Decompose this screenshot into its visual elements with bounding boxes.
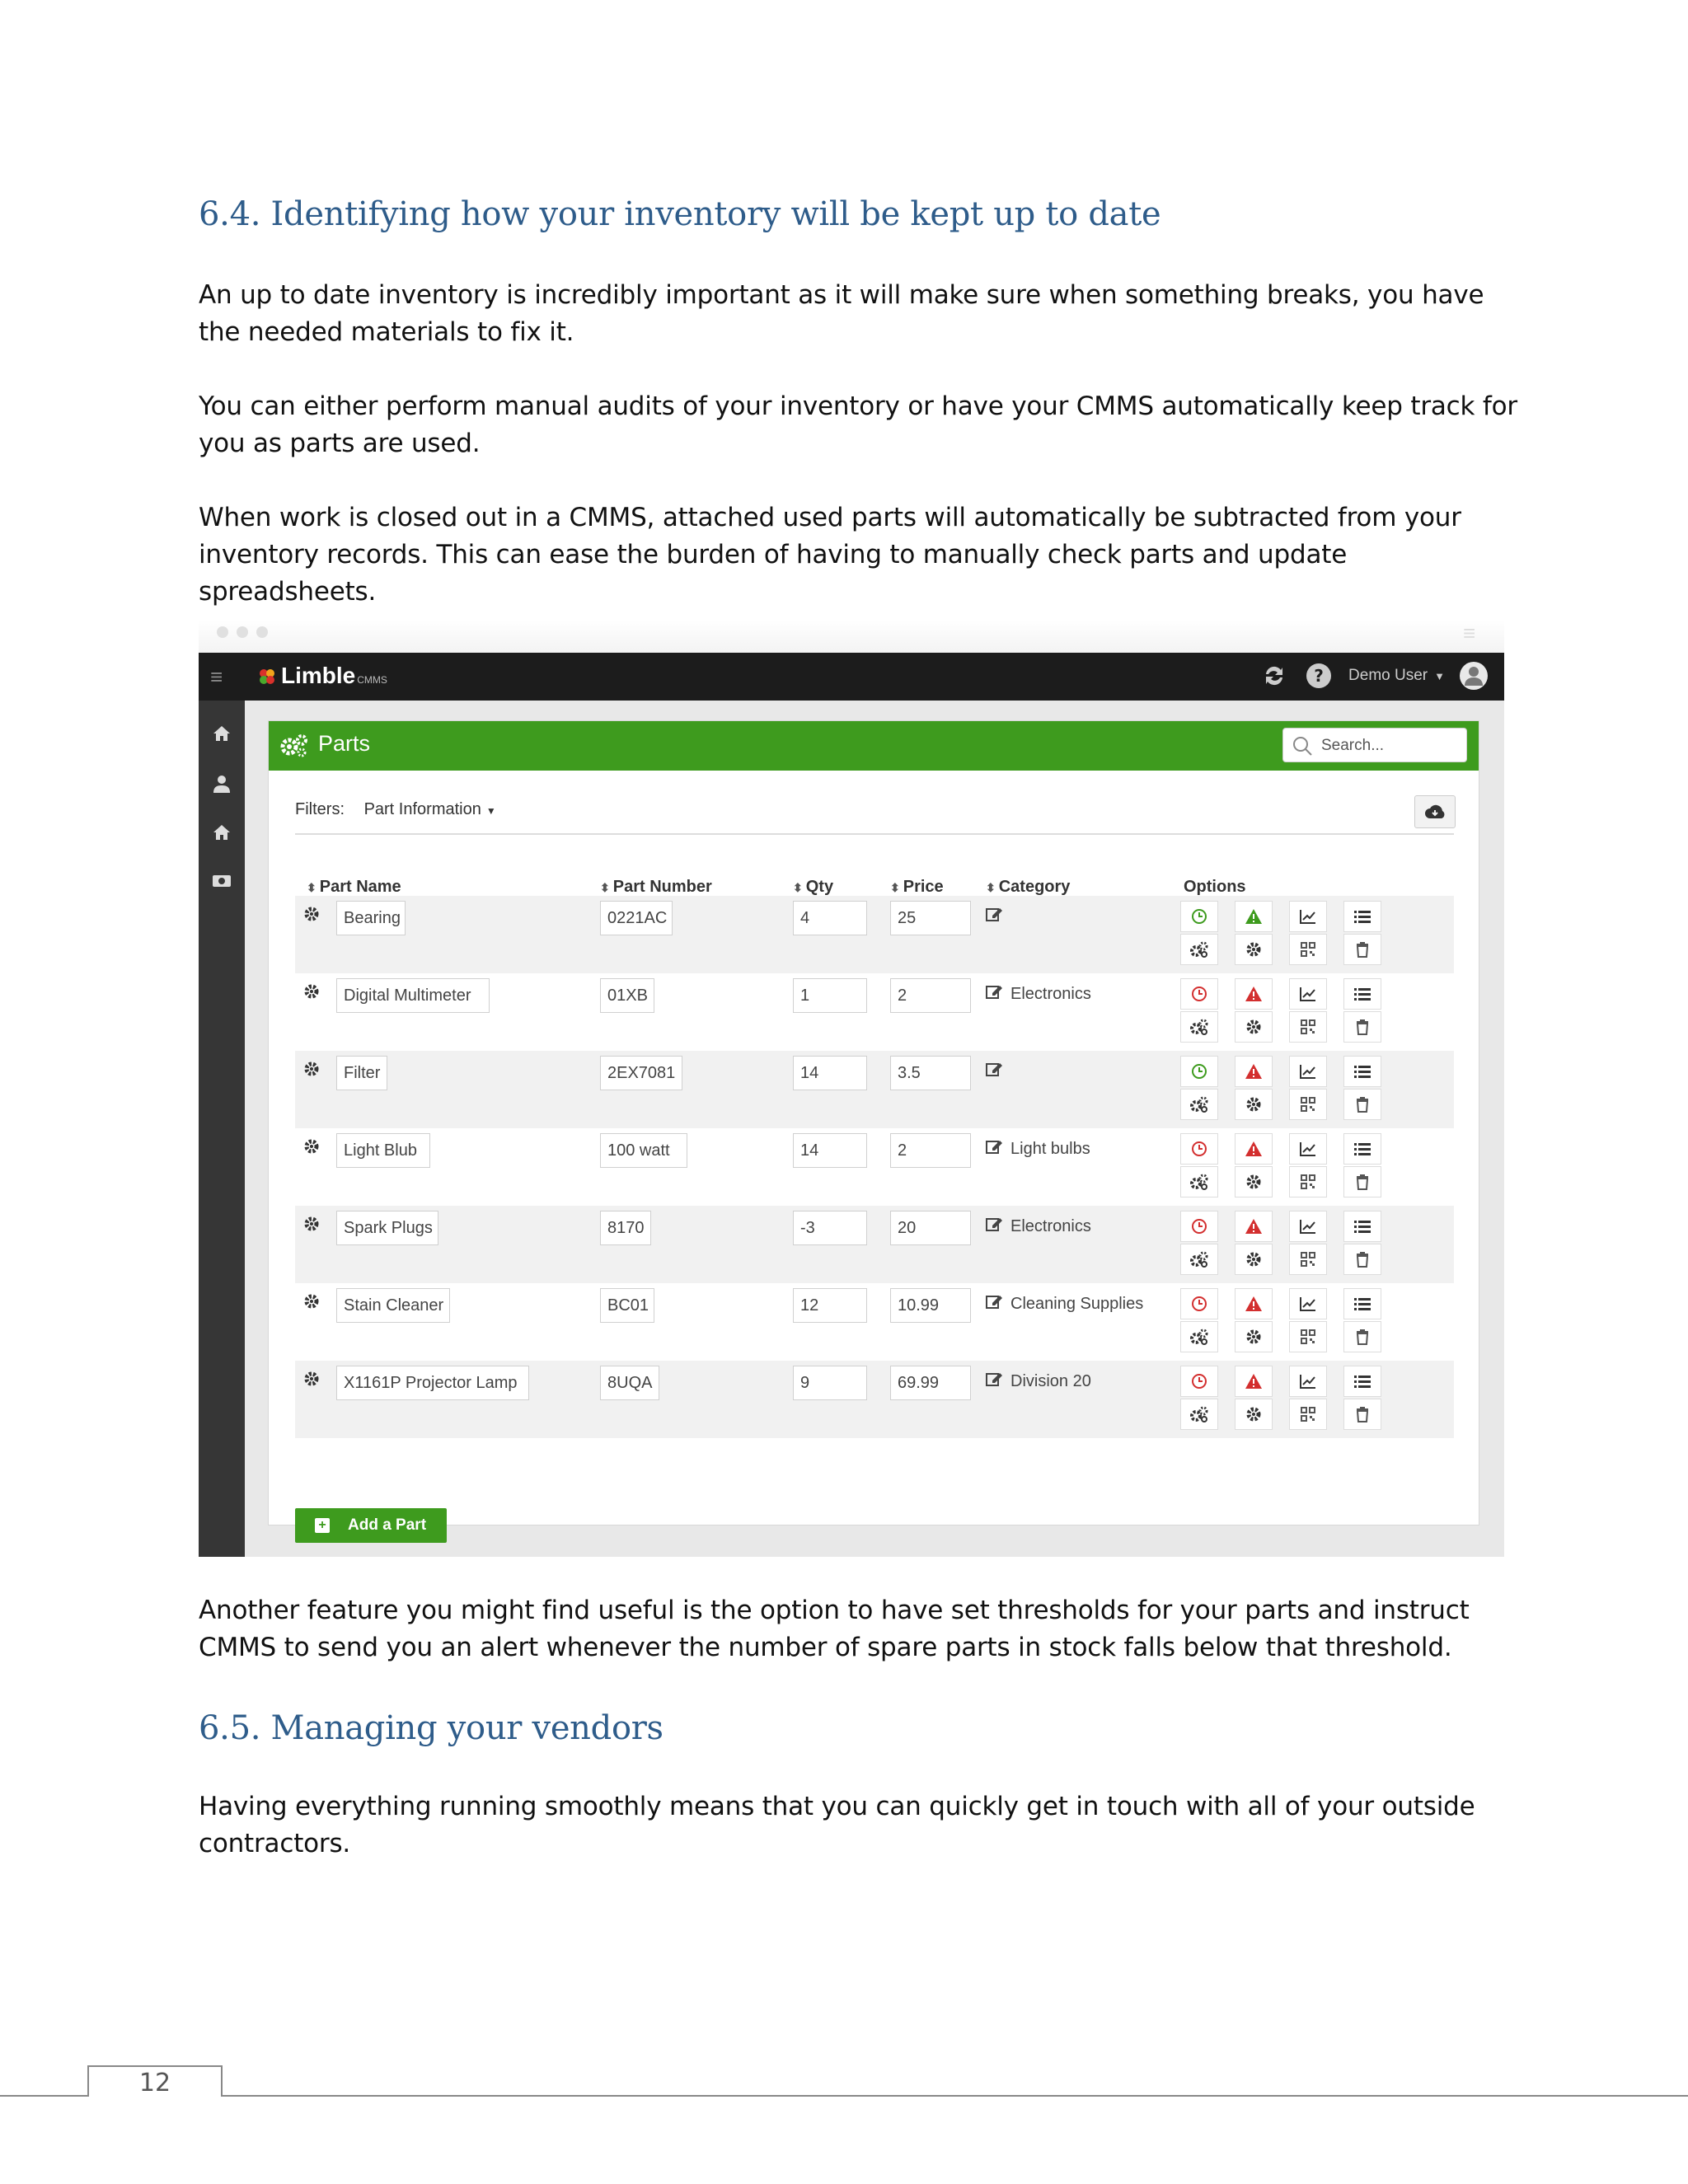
qr-icon[interactable] [1289, 1166, 1327, 1197]
gear-icon[interactable] [303, 1216, 320, 1236]
cogs-icon[interactable] [1180, 1244, 1218, 1275]
warning-icon[interactable] [1235, 901, 1273, 932]
filters-label: Filters: [295, 800, 345, 818]
column-header-price[interactable]: ⬍ Price [890, 878, 944, 896]
chart-icon[interactable] [1289, 1056, 1327, 1087]
price-field[interactable]: 20 [890, 1211, 971, 1245]
category-value[interactable]: Division 20 [1010, 1371, 1091, 1390]
trash-icon[interactable] [1343, 1321, 1381, 1352]
price-field[interactable]: 3.5 [890, 1056, 971, 1090]
category-cell [986, 1138, 1090, 1160]
window-dot [237, 626, 248, 638]
table-row [295, 1283, 1454, 1361]
trash-icon[interactable] [1343, 1089, 1381, 1120]
hamburger-icon[interactable]: ≡ [210, 664, 223, 689]
table-row [295, 1128, 1454, 1206]
category-cell [986, 906, 1010, 927]
edit-icon[interactable] [986, 1293, 1010, 1315]
warning-icon[interactable] [1235, 978, 1273, 1010]
part-name-field[interactable]: Stain Cleaner [336, 1288, 450, 1323]
chart-icon[interactable] [1289, 1133, 1327, 1165]
cogs-icon[interactable] [1180, 1399, 1218, 1430]
search-input[interactable] [1282, 728, 1467, 762]
cogs-icon[interactable] [1180, 1166, 1218, 1197]
qty-field[interactable]: -3 [793, 1211, 867, 1245]
trash-icon[interactable] [1343, 1244, 1381, 1275]
user-avatar-icon[interactable] [1460, 662, 1488, 690]
category-cell [986, 1371, 1091, 1392]
gear-icon[interactable] [1235, 1166, 1273, 1197]
footer-rule [0, 2095, 87, 2097]
gear-icon[interactable] [303, 1138, 320, 1159]
clock-icon[interactable] [1180, 1133, 1218, 1165]
gear-icon[interactable] [303, 1061, 320, 1081]
chart-icon[interactable] [1289, 1366, 1327, 1397]
price-field[interactable]: 25 [890, 901, 971, 935]
qty-field[interactable]: 14 [793, 1133, 867, 1168]
main-content [245, 701, 1504, 1557]
page-number: 12 [138, 2069, 171, 2097]
cogs-icon[interactable] [1180, 1321, 1218, 1352]
filters-bar [295, 800, 496, 819]
price-field[interactable]: 69.99 [890, 1366, 971, 1400]
category-value[interactable]: Cleaning Supplies [1010, 1294, 1144, 1313]
list-icon[interactable] [1343, 1211, 1381, 1242]
chart-icon[interactable] [1289, 901, 1327, 932]
list-icon[interactable] [1343, 1133, 1381, 1165]
cmms-screenshot [199, 620, 1504, 1557]
gear-icon[interactable] [1235, 1011, 1273, 1043]
column-header-part-number[interactable]: ⬍ Part Number [600, 878, 712, 896]
table-row [295, 1051, 1454, 1128]
column-header-qty[interactable]: ⬍ Qty [793, 878, 834, 896]
cogs-icon[interactable] [1180, 1089, 1218, 1120]
trash-icon[interactable] [1343, 934, 1381, 965]
cogs-icon[interactable] [1180, 1011, 1218, 1043]
footer-rule [223, 2095, 1688, 2097]
qr-icon[interactable] [1289, 1011, 1327, 1043]
qty-field[interactable]: 14 [793, 1056, 867, 1090]
chart-icon[interactable] [1289, 978, 1327, 1010]
paragraph-manual-audits: You can either perform manual audits of your inventory or have your CMMS automatically keep track for you as parts are used. [199, 391, 1517, 458]
paragraph-closed-work: When work is closed out in a CMMS, attached used parts will automatically be subtracted from your inventory records. This can ease the burden of having to manually check parts and update spreadsheets. [199, 503, 1461, 607]
category-value[interactable]: Electronics [1010, 984, 1091, 1003]
window-chrome [199, 620, 1504, 653]
cogs-icon [280, 733, 308, 757]
part-number-field[interactable]: 8170 [600, 1211, 651, 1245]
logo-subtext: CMMS [357, 674, 387, 686]
paragraph-inventory-importance: An up to date inventory is incredibly important as it will make sure when something breaks, you have the needed materials to fix it. [199, 280, 1484, 347]
person-icon[interactable] [212, 775, 232, 794]
qty-field[interactable]: 12 [793, 1288, 867, 1323]
sort-icon: ⬍ [793, 881, 803, 894]
warning-icon[interactable] [1235, 1056, 1273, 1087]
sort-icon: ⬍ [307, 881, 316, 894]
section-heading-6-4: 6.4. Identifying how your inventory will be kept up to date [199, 195, 1161, 233]
gear-icon[interactable] [1235, 1089, 1273, 1120]
add-part-button[interactable] [295, 1508, 447, 1543]
trash-icon[interactable] [1343, 1011, 1381, 1043]
category-value[interactable]: Electronics [1010, 1216, 1091, 1235]
cloud-download-icon [1424, 804, 1446, 819]
part-number-field[interactable]: 0221AC [600, 901, 673, 935]
app-top-bar [199, 653, 1504, 701]
qr-icon[interactable] [1289, 1244, 1327, 1275]
trash-icon[interactable] [1343, 1166, 1381, 1197]
limble-logo-icon [258, 668, 276, 686]
column-header-part-name[interactable]: ⬍ Part Name [307, 878, 401, 896]
clock-icon[interactable] [1180, 1366, 1218, 1397]
home-icon[interactable] [212, 824, 232, 844]
section-heading-6-5: 6.5. Managing your vendors [199, 1709, 663, 1747]
table-row [295, 896, 1454, 973]
logo-text: Limble [281, 663, 356, 688]
sort-icon: ⬍ [986, 881, 996, 894]
money-icon[interactable] [212, 874, 232, 893]
list-icon[interactable] [1343, 1366, 1381, 1397]
warning-icon[interactable] [1235, 1211, 1273, 1242]
column-header-options: Options [1184, 878, 1246, 896]
chevron-down-icon[interactable]: ▼ [1434, 669, 1445, 682]
paragraph-vendors: Having everything running smoothly means that you can quickly get in touch with all of your outside contractors. [199, 1792, 1475, 1858]
list-icon[interactable] [1343, 901, 1381, 932]
edit-icon[interactable] [986, 983, 1010, 1005]
panel-title: Parts [318, 731, 371, 756]
sidebar [199, 701, 245, 1557]
clock-icon[interactable] [1180, 1211, 1218, 1242]
search-icon [1292, 735, 1313, 757]
part-number-field[interactable]: 8UQA [600, 1366, 659, 1400]
edit-icon[interactable] [986, 1216, 1010, 1237]
edit-icon[interactable] [986, 1138, 1010, 1160]
trash-icon[interactable] [1343, 1399, 1381, 1430]
gear-icon[interactable] [303, 1371, 320, 1391]
clock-icon[interactable] [1180, 1056, 1218, 1087]
category-cell [986, 1216, 1091, 1237]
chevron-down-icon[interactable]: ▼ [485, 805, 496, 817]
qr-icon[interactable] [1289, 1089, 1327, 1120]
warning-icon[interactable] [1235, 1288, 1273, 1319]
price-field[interactable]: 10.99 [890, 1288, 971, 1323]
qty-field[interactable]: 4 [793, 901, 867, 935]
clock-icon[interactable] [1180, 978, 1218, 1010]
cloud-download-button[interactable] [1414, 795, 1456, 828]
home-icon[interactable] [212, 725, 232, 745]
sort-icon: ⬍ [890, 881, 900, 894]
divider [295, 833, 1454, 835]
qr-icon[interactable] [1289, 1321, 1327, 1352]
part-name-field[interactable]: Filter [336, 1056, 387, 1090]
search-placeholder: Search... [1321, 737, 1385, 754]
part-name-field[interactable]: Digital Multimeter [336, 978, 490, 1013]
price-field[interactable]: 2 [890, 1133, 971, 1168]
clock-icon[interactable] [1180, 1288, 1218, 1319]
window-dot [217, 626, 228, 638]
table-row [295, 1361, 1454, 1438]
list-icon[interactable] [1343, 978, 1381, 1010]
parts-panel-header [269, 721, 1479, 771]
gear-icon[interactable] [303, 983, 320, 1004]
list-icon[interactable] [1343, 1288, 1381, 1319]
warning-icon[interactable] [1235, 1133, 1273, 1165]
sort-icon: ⬍ [600, 881, 610, 894]
gear-icon[interactable] [1235, 1244, 1273, 1275]
qr-icon[interactable] [1289, 1399, 1327, 1430]
svg-text:?: ? [1314, 666, 1324, 686]
category-cell [986, 1061, 1010, 1082]
gear-icon[interactable] [1235, 1399, 1273, 1430]
edit-icon[interactable] [986, 1061, 1010, 1082]
price-field[interactable]: 2 [890, 978, 971, 1013]
limble-logo[interactable] [258, 663, 387, 689]
window-dot [256, 626, 268, 638]
column-header-category[interactable]: ⬍ Category [986, 878, 1071, 896]
table-row [295, 973, 1454, 1051]
help-icon[interactable] [1304, 661, 1334, 691]
part-number-field[interactable]: BC01 [600, 1288, 654, 1323]
part-name-field[interactable]: Spark Plugs [336, 1211, 438, 1245]
qr-icon[interactable] [1289, 934, 1327, 965]
paragraph-thresholds: Another feature you might find useful is the option to have set thresholds for your parts and instruct CMMS to send you an alert whenever the number of spare parts in stock falls below that threshold. [199, 1596, 1470, 1662]
user-name[interactable]: Demo User [1348, 667, 1428, 684]
refresh-icon[interactable] [1259, 661, 1289, 691]
category-cell [986, 1293, 1143, 1315]
qty-field[interactable]: 1 [793, 978, 867, 1013]
part-name-field[interactable]: X1161P Projector Lamp [336, 1366, 529, 1400]
category-cell [986, 983, 1091, 1005]
gear-icon[interactable] [303, 1293, 320, 1314]
part-name-field[interactable]: Light Blub [336, 1133, 430, 1168]
gear-icon[interactable] [1235, 1321, 1273, 1352]
part-number-field[interactable]: 100 watt [600, 1133, 687, 1168]
chart-icon[interactable] [1289, 1288, 1327, 1319]
chart-icon[interactable] [1289, 1211, 1327, 1242]
part-number-field[interactable]: 2EX7081 [600, 1056, 682, 1090]
category-value[interactable]: Light bulbs [1010, 1139, 1090, 1158]
gear-icon[interactable] [303, 906, 320, 926]
filter-dropdown[interactable]: Part Information [363, 800, 481, 818]
clock-icon[interactable] [1180, 901, 1218, 932]
list-icon[interactable] [1343, 1056, 1381, 1087]
qty-field[interactable]: 9 [793, 1366, 867, 1400]
window-menu-icon: ≡ [1463, 621, 1476, 645]
gear-icon[interactable] [1235, 934, 1273, 965]
table-row [295, 1206, 1454, 1283]
part-number-field[interactable]: 01XB [600, 978, 654, 1013]
edit-icon[interactable] [986, 1371, 1010, 1392]
plus-icon: + [315, 1518, 330, 1533]
warning-icon[interactable] [1235, 1366, 1273, 1397]
part-name-field[interactable]: Bearing [336, 901, 406, 935]
parts-panel [268, 720, 1479, 1534]
add-part-label: Add a Part [348, 1516, 427, 1534]
edit-icon[interactable] [986, 906, 1010, 927]
cogs-icon[interactable] [1180, 934, 1218, 965]
